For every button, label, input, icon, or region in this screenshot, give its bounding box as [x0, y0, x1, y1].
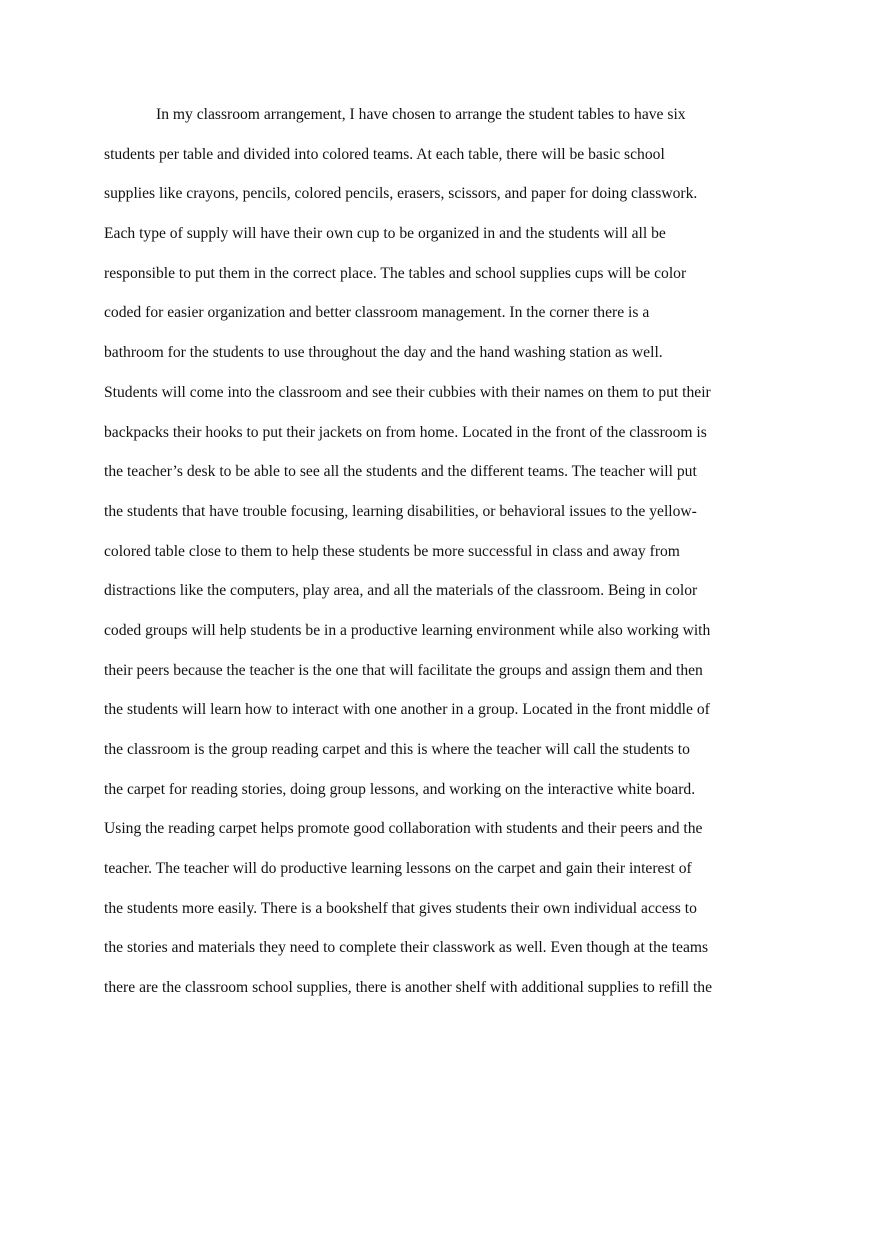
- text-line: coded for easier organization and better classroom management. In the corner there is a: [104, 304, 650, 322]
- text-line: Using the reading carpet helps promote good collaboration with students and their peers and the: [104, 820, 703, 838]
- text-line: the carpet for reading stories, doing group lessons, and working on the interactive white board.: [104, 780, 696, 798]
- text-line: the classroom is the group reading carpet and this is where the teacher will call the students to: [104, 741, 690, 758]
- text-line: the students more easily. There is a bookshelf that gives students their own individual access to: [104, 899, 697, 917]
- text-line: backpacks their hooks to put their jackets on from home. Located in the front of the classroom is: [104, 423, 707, 441]
- text-line: their peers because the teacher is the one that will facilitate the groups and assign them and then: [104, 661, 703, 679]
- text-line: supplies like crayons, pencils, colored pencils, erasers, scissors, and paper for doing classwork.: [104, 185, 698, 203]
- text-line: Each type of supply will have their own cup to be organized in and the students will all be: [104, 225, 666, 243]
- text-line: students per table and divided into colored teams. At each table, there will be basic school: [104, 145, 665, 163]
- text-line: coded groups will help students be in a productive learning environment while also working with: [104, 621, 711, 639]
- text-line: the teacher’s desk to be able to see all the students and the different teams. The teacher will put: [104, 463, 697, 481]
- text-line: the students will learn how to interact with one another in a group. Located in the front middle of: [104, 701, 710, 719]
- text-line: colored table close to them to help these students be more successful in class and away from: [104, 542, 680, 560]
- text-line: Students will come into the classroom and see their cubbies with their names on them to put their: [104, 383, 711, 401]
- text-line: distractions like the computers, play area, and all the materials of the classroom. Being in color: [104, 582, 698, 600]
- text-line: there are the classroom school supplies, there is another shelf with additional supplies to refill the: [104, 979, 712, 997]
- text-line: teacher. The teacher will do productive learning lessons on the carpet and gain their interest of: [104, 860, 692, 878]
- text-line: the students that have trouble focusing, learning disabilities, or behavioral issues to the yellow-: [104, 502, 697, 520]
- text-line: bathroom for the students to use throughout the day and the hand washing station as well.: [104, 344, 663, 362]
- text-line: In my classroom arrangement, I have chosen to arrange the student tables to have six: [156, 106, 686, 123]
- text-line: responsible to put them in the correct place. The tables and school supplies cups will be color: [104, 264, 687, 282]
- body-paragraph: [104, 103, 784, 1016]
- text-line: the stories and materials they need to complete their classwork as well. Even though at the teams: [104, 939, 709, 957]
